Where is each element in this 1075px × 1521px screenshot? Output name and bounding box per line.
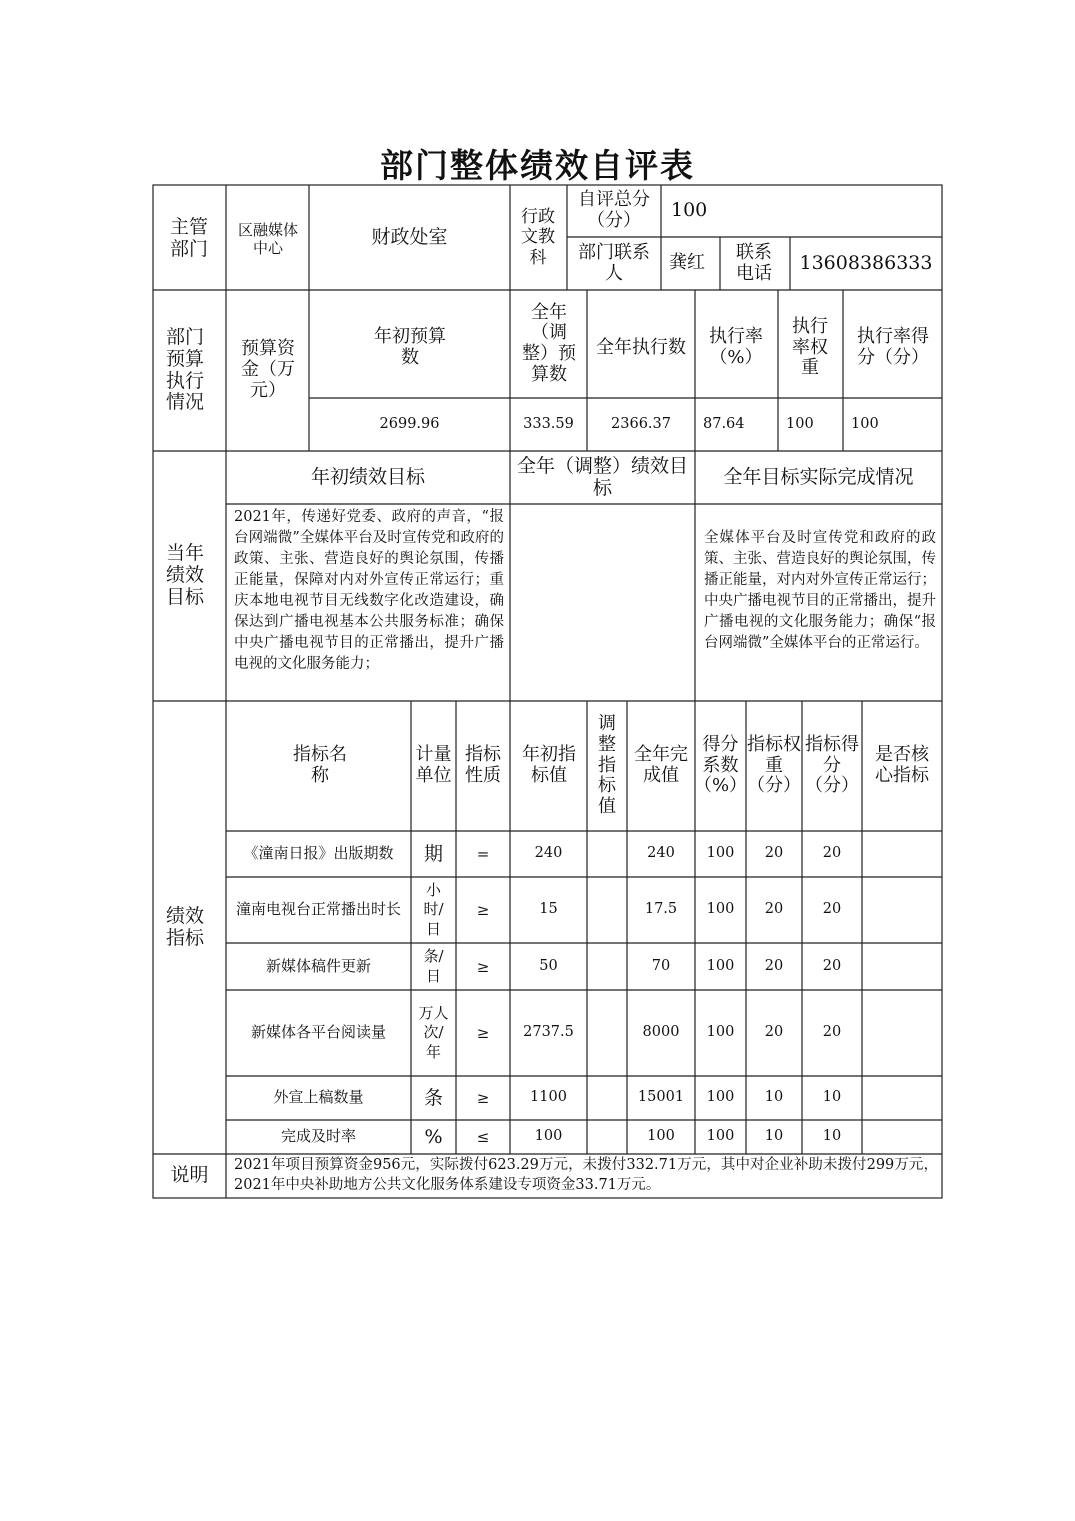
indicator-actual-cell: 17.5 [644,901,678,918]
indicator-unit-cell: % [424,1125,443,1148]
budget-header-score: 执行率得分（分） [857,326,929,368]
indicator-header-coef: 得分系数（%） [693,733,748,797]
indicator-nature-cell: ≥ [476,1024,490,1042]
indicator-adjusted-cell [593,878,621,942]
goals-actual-header: 全年目标实际完成情况 [723,465,914,488]
indicator-unit-cell: 条 [423,1086,443,1109]
budget-header-initial: 年初预算数 [374,326,446,368]
indicator-header-name: 指标名称 [293,744,347,786]
budget-header-rate: 执行率（%） [709,326,763,368]
indicator-actual-cell: 70 [651,957,671,974]
score-value: 100 [671,199,708,222]
indicator-header-initial: 年初指标值 [522,744,576,786]
indicator-initial-cell: 15 [539,901,558,918]
indicators-section-label: 绩效指标 [165,904,204,949]
indicator-name-cell: 外宣上稿数量 [273,1088,364,1107]
indicator-nature-cell: ≥ [476,901,490,919]
indicator-name-cell: 《潼南日报》出版期数 [243,844,394,863]
indicator-header-score: 指标得分（分） [805,733,859,797]
budget-value-executed: 2366.37 [611,415,671,432]
goals-actual-text: 全媒体平台及时宣传党和政府的政策、主张、营造良好的舆论氛围，传播正能量，对内对外宣传正常运行；中央广播电视节目的正常播出，提升广播电视的文化服务能力；确保“报台网端微”全媒体平台的正常运行。 [704,530,936,651]
section-value: 行政文教科 [521,206,555,268]
score-label: 自评总分（分） [578,189,650,231]
indicator-weight-cell: 10 [764,1128,784,1145]
indicator-initial-cell: 100 [534,1128,563,1145]
indicator-header-actual: 全年完成值 [634,744,688,786]
indicator-name-cell: 完成及时率 [280,1127,356,1146]
indicator-unit-cell: 万人次/年 [418,1003,449,1061]
budget-value-rate: 87.64 [703,415,745,432]
budget-section-label: 部门预算执行情况 [165,325,204,414]
indicator-unit-cell: 条/日 [423,947,444,985]
indicator-adjusted-cell [593,1121,621,1153]
indicator-core-cell [868,1121,936,1153]
indicator-nature-cell: ≥ [476,1089,490,1107]
indicator-header-unit: 计量单位 [415,744,452,786]
goals-initial-header: 年初绩效目标 [310,465,425,488]
budget-value-score: 100 [851,415,879,432]
dept-value: 区融媒体中心 [237,220,298,257]
indicator-actual-cell: 100 [647,1128,675,1145]
phone-value: 13608386333 [799,251,933,274]
indicator-nature-cell: = [476,845,490,863]
budget-header-executed: 全年执行数 [596,336,686,358]
page-title: 部门整体绩效自评表 [380,146,695,185]
contact-label: 部门联系人 [578,241,650,284]
indicator-coef-cell: 100 [706,901,735,918]
indicator-score-cell: 10 [822,1089,842,1106]
indicator-core-cell [868,878,936,942]
dept-label: 主管部门 [169,215,208,260]
note-label: 说明 [170,1164,209,1187]
indicator-actual-cell: 8000 [642,1024,680,1041]
budget-value-initial: 2699.96 [379,415,440,432]
indicator-name-cell: 新媒体各平台阅读量 [250,1023,386,1042]
indicator-name-cell: 新媒体稿件更新 [265,956,371,975]
indicator-adjusted-cell [593,1077,621,1119]
contact-value: 龚红 [669,252,705,274]
indicator-coef-cell: 100 [706,845,735,862]
budget-value-weight: 100 [786,415,814,432]
indicator-header-adjusted: 调整指标值 [598,713,616,818]
indicator-initial-cell: 50 [539,957,558,974]
indicator-core-cell [868,832,936,876]
indicator-score-cell: 20 [822,1024,842,1041]
indicator-core-cell [868,991,936,1075]
indicator-header-core: 是否核心指标 [875,744,929,786]
indicator-coef-cell: 100 [706,1024,735,1041]
indicator-core-cell [868,1077,936,1119]
budget-header-adjusted: 全年（调整）预算数 [522,301,576,385]
indicator-nature-cell: ≤ [476,1128,490,1146]
indicator-score-cell: 20 [822,901,842,918]
indicator-score-cell: 20 [822,845,842,862]
indicator-score-cell: 20 [822,957,842,974]
funds-label: 预算资金（万元） [241,338,295,401]
indicator-coef-cell: 100 [706,1089,735,1106]
indicator-weight-cell: 20 [764,1024,784,1041]
indicator-coef-cell: 100 [706,957,735,974]
indicator-weight-cell: 20 [764,901,784,918]
indicator-initial-cell: 1100 [530,1089,567,1106]
phone-label: 联系电话 [736,241,772,284]
indicator-adjusted-cell [593,944,621,989]
indicator-score-cell: 10 [822,1128,842,1145]
indicator-unit-cell: 期 [423,842,443,865]
office-value: 财政处室 [371,225,448,248]
indicator-initial-cell: 2737.5 [523,1024,574,1041]
budget-header-weight: 执行率权重 [792,315,828,379]
indicator-actual-cell: 15001 [637,1089,685,1106]
indicator-adjusted-cell [593,832,621,876]
indicator-weight-cell: 20 [764,845,784,862]
indicator-unit-cell: 小时/日 [423,880,444,938]
indicator-actual-cell: 240 [647,845,675,862]
goals-initial-text: 2021年，传递好党委、政府的声音，“报台网端微”全媒体平台及时宣传党和政府的政策、主张、营造良好的舆论氛围，传播正能量，保障对内对外宣传正常运行；重庆本地电视节目无线数字化改造建设，确保达到广播电视基本公共服务标准；确保中央广播电视节目的正常播出，提升广播电视的文化服务能力； [234,509,504,672]
indicator-adjusted-cell [593,991,621,1075]
budget-value-adjusted: 333.59 [523,415,574,432]
indicator-weight-cell: 10 [764,1089,784,1106]
indicator-weight-cell: 20 [764,957,784,974]
indicator-name-cell: 潼南电视台正常播出时长 [235,900,401,919]
indicator-nature-cell: ≥ [476,957,490,976]
goals-section-label: 当年绩效目标 [165,542,204,608]
goals-adjusted-header: 全年（调整）绩效目标 [516,454,688,499]
indicator-initial-cell: 240 [534,845,563,862]
indicator-header-weight: 指标权重（分） [747,733,801,797]
indicator-core-cell [868,944,936,989]
indicator-header-nature: 指标性质 [465,744,501,786]
note-text: 2021年项目预算资金956元，实际拨付623.29万元，未拨付332.71万元，其中对企业补助未拨付299万元，2021年中央补助地方公共文化服务体系建设专项资金33.71万元。 [234,1157,938,1193]
indicator-coef-cell: 100 [706,1128,735,1145]
